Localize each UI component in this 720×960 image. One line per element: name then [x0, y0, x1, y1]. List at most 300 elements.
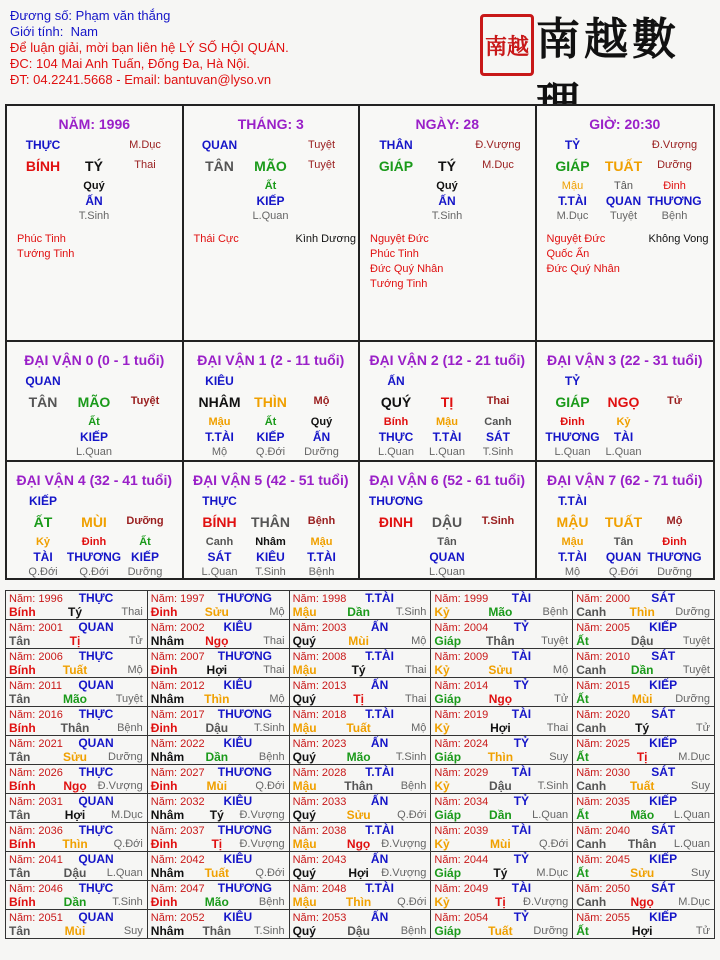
year-god: KIÊU — [223, 620, 253, 634]
year-content — [573, 852, 714, 880]
year-stem: Quý — [292, 750, 316, 764]
year-state: Mộ — [269, 606, 285, 618]
year-god: TÀI — [511, 707, 532, 721]
year-cell — [573, 620, 715, 649]
year-label: Năm: 2010 — [576, 651, 630, 663]
year-content — [6, 765, 147, 793]
year-content — [6, 620, 147, 648]
year-label: Năm: 2012 — [150, 680, 205, 692]
year-cell — [6, 591, 148, 620]
year-state: Thai — [121, 606, 143, 618]
year-state: Dưỡng — [108, 751, 143, 763]
pillar-cell — [184, 106, 361, 342]
year-cell — [573, 707, 715, 736]
year-god: KIÊU — [223, 736, 253, 750]
year-state: Đ.Vượng — [239, 838, 285, 850]
year-row — [6, 591, 715, 620]
year-god: THỰC — [78, 823, 114, 837]
hidden-god: KIÊU — [256, 550, 285, 564]
year-state: Q.Đới — [255, 867, 285, 879]
chart-grid — [5, 104, 715, 580]
year-branch: Dậu — [347, 924, 370, 938]
hidden-stem: Mậu — [561, 536, 584, 548]
hidden-stem: Tân — [614, 180, 633, 192]
dai-van-title: ĐẠI VẬN 3 (22 - 31 tuổi) — [546, 352, 703, 368]
year-cell — [573, 678, 715, 707]
year-state: Đ.Vượng — [523, 896, 569, 908]
year-branch: Mão — [488, 605, 513, 619]
year-cell — [431, 678, 573, 707]
year-state: Tuyệt — [115, 693, 143, 705]
dai-van-title: ĐẠI VẬN 5 (42 - 51 tuổi) — [192, 472, 349, 488]
year-branch: Tị — [495, 895, 506, 909]
year-branch: Tị — [353, 692, 364, 706]
year-stem: Canh — [576, 779, 607, 793]
pillar-state: Thai — [134, 159, 156, 171]
hidden-stem: Mậu — [436, 416, 458, 428]
year-branch: Sửu — [204, 605, 229, 619]
year-stem: Giáp — [434, 808, 462, 822]
year-branch: Tuất — [62, 663, 88, 677]
year-state: Thai — [263, 635, 285, 647]
year-god: KIẾP — [649, 678, 678, 692]
year-state: L.Quan — [532, 809, 569, 821]
year-content — [148, 765, 289, 793]
year-branch: Mùi — [348, 634, 369, 648]
year-branch: Sửu — [630, 866, 655, 880]
year-row — [6, 881, 715, 910]
year-branch: Thân — [344, 779, 373, 793]
year-label: Năm: 2022 — [150, 738, 205, 750]
year-god: QUAN — [78, 794, 114, 808]
star-item: Nguyệt Đức — [546, 233, 606, 245]
year-stem: Bính — [9, 721, 36, 735]
year-state: Suy — [123, 925, 143, 937]
year-branch: Tuất — [204, 866, 230, 880]
year-stem: Nhâm — [150, 808, 185, 822]
year-state: Tử — [554, 693, 569, 705]
year-state: Bệnh — [400, 780, 427, 792]
year-content — [290, 794, 431, 822]
year-god: T.TÀI — [365, 881, 394, 895]
year-cell — [289, 823, 431, 852]
pillar-topright: Đ.Vượng — [651, 139, 698, 151]
year-cell — [147, 852, 289, 881]
year-cell — [573, 794, 715, 823]
year-branch: Mùi — [490, 837, 511, 851]
year-state: Đ.Vượng — [381, 867, 427, 879]
year-stem: Tân — [9, 634, 31, 648]
year-content — [431, 794, 572, 822]
year-content — [6, 591, 147, 619]
year-state: Đ.Vượng — [97, 780, 143, 792]
year-cell — [6, 649, 148, 678]
dai-van-title: ĐẠI VẬN 4 (32 - 41 tuổi) — [16, 472, 173, 488]
year-label: Năm: 2034 — [434, 796, 489, 808]
year-content — [290, 852, 431, 880]
dai-van-state: Mộ — [666, 515, 683, 527]
dai-van-can: MẬU — [556, 514, 589, 530]
pillar-state: M.Dục — [482, 159, 514, 171]
year-label: Năm: 2042 — [150, 854, 205, 866]
pillar-can: GIÁP — [555, 158, 590, 174]
year-content — [148, 678, 289, 706]
year-stem: Kỷ — [434, 663, 450, 677]
year-label: Năm: 2040 — [576, 825, 630, 837]
hidden-state: Q.Đới — [79, 566, 109, 578]
year-state: Thai — [263, 664, 285, 676]
year-cell — [431, 881, 573, 910]
hidden-god: T.TÀI — [307, 550, 336, 564]
pillar-state: Tuyệt — [307, 159, 336, 171]
hidden-god: THỰC — [378, 430, 414, 444]
year-cell — [289, 591, 431, 620]
star-item: Không Vong — [648, 233, 709, 245]
star-list-2 — [649, 232, 709, 247]
year-cell — [431, 707, 573, 736]
dai-van-chi: TỊ — [440, 394, 454, 410]
year-cell — [573, 591, 715, 620]
dai-van-can: TÂN — [28, 394, 58, 410]
year-cell — [431, 591, 573, 620]
year-label: Năm: 2020 — [576, 709, 630, 721]
year-state: Tử — [128, 635, 143, 647]
hidden-stem: Mậu — [208, 416, 231, 428]
year-state: Tử — [695, 722, 710, 734]
year-cell — [6, 736, 148, 765]
year-content — [431, 736, 572, 764]
dai-van-top: QUAN — [25, 374, 61, 388]
year-branch: Thân — [627, 837, 657, 851]
dai-van-cell — [7, 462, 184, 578]
year-stem: Ất — [576, 634, 589, 648]
year-cell — [573, 910, 715, 939]
year-state: Mộ — [411, 635, 427, 647]
year-cell — [147, 881, 289, 910]
year-state: Bệnh — [542, 606, 569, 618]
year-state: Suy — [691, 780, 710, 792]
year-branch: Tị — [211, 837, 223, 851]
hidden-stem: Đinh — [662, 536, 687, 548]
year-cell — [147, 707, 289, 736]
dai-van-cell — [360, 342, 537, 462]
hidden-state: T.Sinh — [255, 566, 286, 578]
year-content — [573, 823, 714, 851]
year-label: Năm: 2054 — [434, 912, 489, 924]
year-content — [573, 678, 714, 706]
year-content — [431, 765, 572, 793]
year-state: Tuyệt — [682, 635, 710, 647]
year-stem: Giáp — [434, 634, 462, 648]
dai-van-cell — [184, 342, 361, 462]
pillar-state: Dưỡng — [657, 159, 692, 171]
hidden-stem: Nhâm — [255, 536, 286, 548]
year-content — [6, 707, 147, 735]
year-row — [6, 765, 715, 794]
year-branch: Sửu — [62, 750, 88, 764]
year-label: Năm: 2031 — [9, 796, 63, 808]
dai-van-top: THƯƠNG — [368, 494, 424, 508]
hidden-state: L.Quan — [605, 446, 642, 458]
year-stem: Kỷ — [434, 895, 450, 909]
pillar-title: THÁNG: 3 — [237, 116, 304, 132]
dai-van-top: TỶ — [564, 374, 581, 388]
year-branch: Tý — [67, 605, 82, 619]
year-content — [6, 794, 147, 822]
year-label: Năm: 2013 — [292, 680, 347, 692]
year-state: T.Sinh — [254, 722, 285, 734]
year-row — [6, 649, 715, 678]
hidden-god: KIẾP — [256, 430, 285, 444]
hidden-stem: Ất — [264, 180, 277, 192]
year-cell — [289, 852, 431, 881]
year-branch: Mão — [630, 808, 655, 822]
year-stem: Tân — [9, 692, 31, 706]
year-state: L.Quan — [673, 838, 710, 850]
year-state: M.Dục — [111, 809, 143, 821]
hidden-state: T.Sinh — [482, 446, 514, 458]
year-content — [290, 649, 431, 677]
year-branch: Sửu — [488, 663, 513, 677]
year-god: T.TÀI — [365, 591, 394, 605]
hidden-stem: Canh — [205, 536, 234, 548]
year-content — [148, 736, 289, 764]
year-content — [148, 707, 289, 735]
year-branch: Tý — [493, 866, 508, 880]
hidden-god: THƯƠNG — [66, 550, 122, 564]
year-state: Thai — [404, 693, 427, 705]
star-item: Đức Quý Nhân — [370, 263, 444, 275]
year-god: KIẾP — [649, 852, 678, 866]
brand-logo — [480, 8, 710, 74]
year-content — [148, 591, 289, 619]
year-state: Tử — [695, 925, 710, 937]
year-label: Năm: 2006 — [9, 651, 63, 663]
dai-van-chi: THÌN — [254, 394, 287, 410]
year-branch: Mùi — [64, 924, 86, 938]
hidden-state: Bệnh — [308, 566, 335, 578]
dai-van-top: T.TÀI — [558, 494, 587, 508]
year-state: Đ.Vượng — [381, 838, 427, 850]
year-stem: Tân — [9, 808, 31, 822]
year-branch: Thân — [486, 634, 515, 648]
year-stem: Canh — [576, 837, 607, 851]
year-row — [6, 707, 715, 736]
year-label: Năm: 2000 — [576, 593, 630, 605]
year-branch: Tị — [69, 634, 81, 648]
year-state: Dưỡng — [675, 693, 710, 705]
year-label: Năm: 2004 — [434, 622, 489, 634]
star-list — [370, 232, 443, 292]
hidden-stem: Mậu — [310, 536, 333, 548]
year-branch: Tý — [209, 808, 224, 822]
year-label: Năm: 2015 — [576, 680, 630, 692]
year-label: Năm: 2032 — [150, 796, 205, 808]
hidden-god: KIẾP — [79, 430, 108, 444]
year-branch: Dậu — [630, 634, 654, 648]
hidden-state: L.Quan — [428, 446, 466, 458]
year-stem: Kỷ — [434, 837, 450, 851]
year-cell — [147, 678, 289, 707]
dai-van-title: ĐẠI VẬN 6 (52 - 61 tuổi) — [369, 472, 526, 488]
year-state: Bệnh — [117, 722, 143, 734]
year-branch: Tý — [351, 663, 366, 677]
year-god: THỰC — [78, 707, 114, 721]
year-label: Năm: 2039 — [434, 825, 489, 837]
year-content — [431, 707, 572, 735]
hidden-stem: Canh — [484, 416, 512, 428]
year-label: Năm: 2019 — [434, 709, 489, 721]
year-god: THƯƠNG — [217, 765, 272, 779]
star-item: Phúc Tinh — [370, 248, 419, 260]
year-state: Bệnh — [258, 751, 285, 763]
year-stem: Bính — [9, 895, 36, 909]
hidden-state: Bệnh — [661, 210, 688, 222]
year-stem: Ất — [576, 808, 589, 822]
year-cell — [6, 678, 148, 707]
year-branch: Thìn — [204, 692, 230, 706]
dai-van-chi: DẬU — [431, 514, 463, 530]
hidden-stem: Tân — [437, 536, 457, 548]
year-label: Năm: 2016 — [9, 709, 63, 721]
year-label: Năm: 2024 — [434, 738, 489, 750]
year-row — [6, 794, 715, 823]
year-state: Q.Đới — [397, 809, 427, 821]
hidden-state: Dưỡng — [657, 566, 692, 578]
year-branch: Tị — [636, 750, 648, 764]
year-label: Năm: 2050 — [576, 883, 630, 895]
year-branch: Ngọ — [488, 692, 513, 706]
year-branch: Dậu — [63, 866, 87, 880]
dai-van-top: THỰC — [202, 494, 237, 508]
year-god: TỶ — [513, 736, 530, 750]
year-content — [290, 881, 431, 909]
year-god: T.TÀI — [365, 707, 394, 721]
pillar-cell — [7, 106, 184, 342]
year-stem: Mậu — [292, 779, 317, 793]
year-content — [6, 910, 147, 938]
year-god: T.TÀI — [365, 649, 394, 663]
year-god: SÁT — [651, 707, 676, 721]
dai-van-state: Tử — [667, 395, 682, 407]
year-cell — [6, 852, 148, 881]
year-god: QUAN — [78, 620, 114, 634]
year-branch: Tuất — [629, 779, 655, 793]
dai-van-state: Bệnh — [307, 515, 336, 527]
hidden-state: L.Quan — [201, 566, 238, 578]
yearly-table — [5, 590, 715, 939]
year-god: QUAN — [78, 678, 114, 692]
year-label: Năm: 2030 — [576, 767, 630, 779]
year-content — [148, 881, 289, 909]
dai-van-chi: MÙI — [81, 514, 107, 530]
year-cell — [289, 707, 431, 736]
dai-van-state: Thai — [486, 395, 510, 407]
hidden-state: Mộ — [564, 566, 581, 578]
year-content — [431, 881, 572, 909]
year-content — [148, 910, 289, 938]
year-branch: Mão — [346, 750, 371, 764]
hidden-god: ẤN — [312, 430, 331, 444]
year-branch: Tý — [635, 721, 650, 735]
year-content — [290, 678, 431, 706]
pillar-top: THÂN — [379, 138, 413, 152]
year-cell — [431, 736, 573, 765]
year-label: Năm: 2036 — [9, 825, 63, 837]
hidden-god: QUAN — [605, 550, 642, 564]
year-stem: Ất — [576, 924, 589, 938]
year-god: T.TÀI — [365, 823, 394, 837]
year-content — [148, 649, 289, 677]
year-state: L.Quan — [106, 867, 143, 879]
year-god: TÀI — [511, 591, 532, 605]
year-god: ẤN — [370, 852, 389, 866]
year-state: Mộ — [127, 664, 143, 676]
year-content — [573, 765, 714, 793]
year-god: QUAN — [78, 910, 114, 924]
year-label: Năm: 2011 — [9, 680, 62, 692]
year-stem: Bính — [9, 837, 36, 851]
year-content — [290, 620, 431, 648]
year-god: KIẾP — [649, 620, 678, 634]
year-branch: Dậu — [489, 779, 512, 793]
year-god: T.TÀI — [365, 765, 394, 779]
hidden-state: L.Quan — [252, 210, 289, 222]
year-content — [573, 910, 714, 938]
year-row — [6, 736, 715, 765]
year-branch: Thìn — [62, 837, 88, 851]
pillar-chi: TUẤT — [604, 158, 643, 174]
year-god: THƯƠNG — [217, 881, 272, 895]
star-item: Tướng Tinh — [17, 248, 75, 260]
year-row — [6, 852, 715, 881]
dai-van-state: Tuyệt — [130, 395, 160, 407]
year-stem: Giáp — [434, 924, 462, 938]
hidden-state: Dưỡng — [304, 446, 339, 458]
year-label: Năm: 2038 — [292, 825, 347, 837]
year-label: Năm: 2008 — [292, 651, 347, 663]
pillar-top: TỶ — [564, 138, 581, 152]
year-content — [573, 736, 714, 764]
dai-van-can: BÍNH — [202, 514, 237, 530]
year-branch: Ngọ — [630, 895, 654, 909]
pillar-can: BÍNH — [25, 158, 61, 174]
year-god: THƯƠNG — [217, 707, 272, 721]
star-list — [17, 232, 74, 262]
contact-line: Để luận giải, mời bạn liên hệ LÝ SỐ HỘI QUÁN. — [10, 40, 289, 55]
logo-text: 南越數 — [536, 14, 680, 65]
address-line: ĐC: 104 Mai Anh Tuấn, Đống Đa, Hà Nội. — [10, 56, 250, 71]
dai-van-state: Dưỡng — [126, 515, 164, 527]
year-stem: Đinh — [150, 895, 178, 909]
year-content — [431, 910, 572, 938]
year-label: Năm: 2021 — [9, 738, 63, 750]
pillar-title: NĂM: 1996 — [58, 116, 131, 132]
year-cell — [6, 765, 148, 794]
hidden-stem: Đinh — [560, 416, 585, 428]
year-stem: Đinh — [150, 779, 178, 793]
year-stem: Canh — [576, 895, 607, 909]
red-seal: 南越 — [480, 14, 534, 76]
year-stem: Bính — [9, 779, 36, 793]
year-content — [148, 852, 289, 880]
star-item: Nguyệt Đức — [370, 233, 429, 245]
dai-van-title: ĐẠI VẬN 1 (2 - 11 tuổi) — [197, 352, 345, 368]
pillar-can: GIÁP — [378, 158, 414, 174]
dai-van-top: ẤN — [387, 374, 405, 388]
year-content — [6, 736, 147, 764]
year-content — [573, 794, 714, 822]
